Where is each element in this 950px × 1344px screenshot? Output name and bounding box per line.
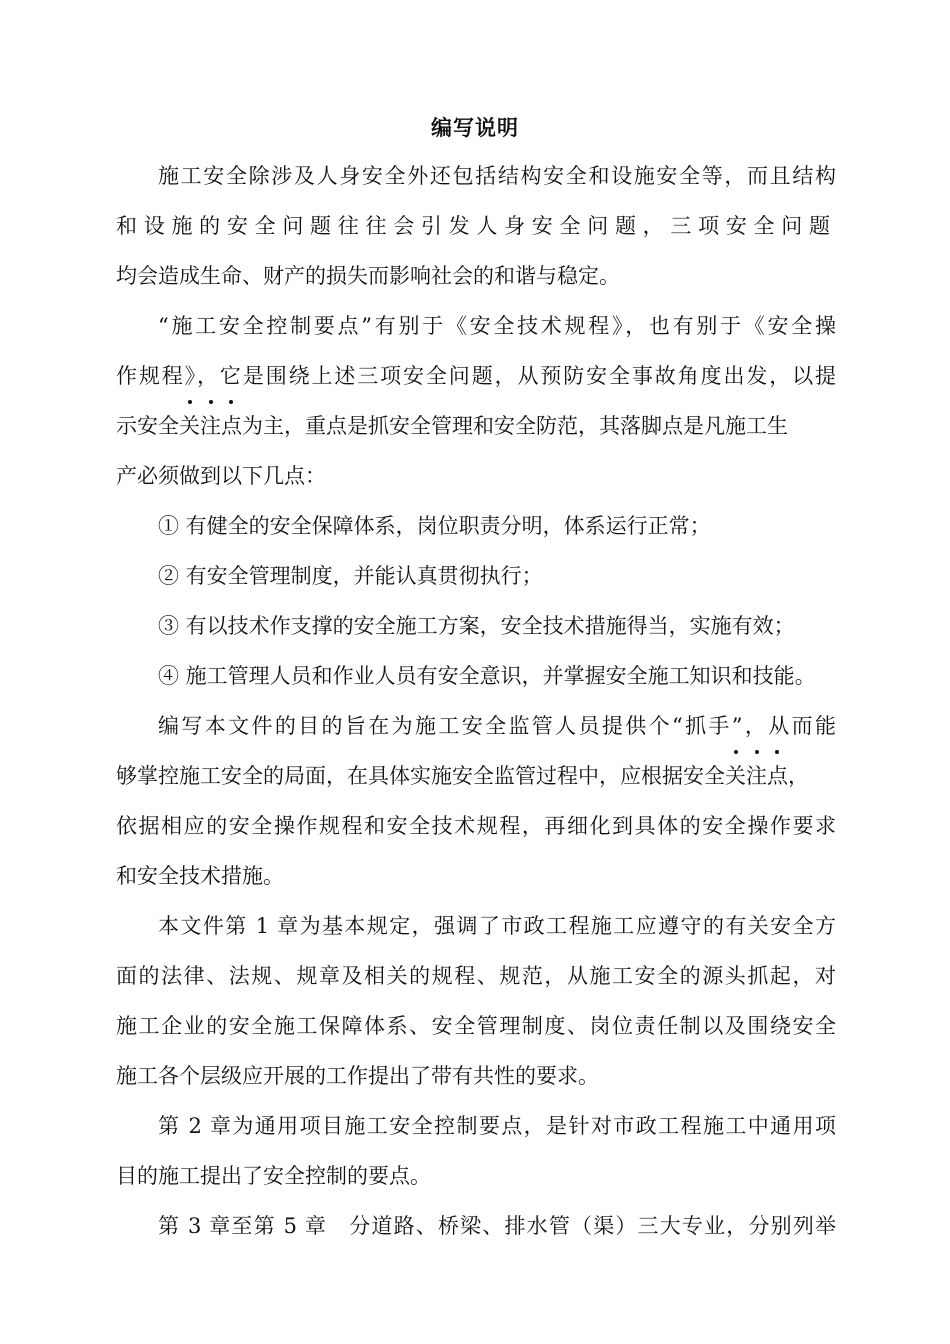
emphasis-text — [725, 764, 788, 788]
paragraph-line: 第 3 章至第 5 章 分道路、桥梁、排水管（渠）三大专业，分别列举 — [158, 1214, 836, 1238]
paragraph-line: 和安全技术措施。 — [116, 864, 284, 888]
text-run: ， — [788, 764, 809, 788]
text-run: 够掌控施工安全的局面，在具体实施安全监管过程中，应根据安全 — [116, 764, 725, 788]
paragraph-line — [116, 411, 836, 441]
emphasis-label: 关注点 — [179, 414, 242, 438]
emphasis-text — [179, 414, 242, 438]
paragraph-line: 面的法律、法规、规章及相关的规程、规范，从施工安全的源头抓起，对 — [116, 964, 836, 988]
text-run: 示安全 — [116, 414, 179, 438]
emphasis-dot — [209, 400, 213, 404]
paragraph-line: 依据相应的安全操作规程和安全技术规程，再细化到具体的安全操作要求 — [116, 814, 836, 838]
list-item: ③ 有以技术作支撑的安全施工方案，安全技术措施得当，实施有效； — [158, 614, 795, 638]
text-run: 为主，重点是抓安全管理和安全防范，其落脚点是凡施工生 — [242, 414, 788, 438]
paragraph-line: 目的施工提出了安全控制的要点。 — [116, 1164, 431, 1188]
paragraph-line: 编写本文件的目的旨在为施工安全监管人员提供个“抓手”，从而能 — [158, 714, 836, 738]
emphasis-dot — [755, 750, 759, 754]
paragraph-line: 作规程》，它是围绕上述三项安全问题，从预防安全事故角度出发，以提 — [116, 364, 836, 388]
emphasis-dot — [188, 400, 192, 404]
list-item: ① 有健全的安全保障体系，岗位职责分明，体系运行正常； — [158, 514, 711, 538]
list-item: ④ 施工管理人员和作业人员有安全意识，并掌握安全施工知识和技能。 — [158, 664, 816, 688]
document-title: 编写说明 — [431, 115, 519, 140]
list-item: ② 有安全管理制度，并能认真贯彻执行； — [158, 564, 543, 588]
paragraph-line: 第 2 章为通用项目施工安全控制要点，是针对市政工程施工中通用项 — [158, 1114, 836, 1138]
emphasis-dot — [775, 750, 779, 754]
paragraph-line — [116, 761, 836, 791]
paragraph-line: 均会造成生命、财产的损失而影响社会的和谐与稳定。 — [116, 264, 620, 288]
emphasis-dot — [734, 750, 738, 754]
paragraph-line: 施工安全除涉及人身安全外还包括结构安全和设施安全等，而且结构 — [158, 164, 836, 188]
emphasis-dot — [229, 400, 233, 404]
paragraph-line: 施工企业的安全施工保障体系、安全管理制度、岗位责任制以及围绕安全 — [116, 1014, 836, 1038]
paragraph-line: “施工安全控制要点”有别于《安全技术规程》，也有别于《安全操 — [158, 314, 836, 338]
paragraph-line: 产必须做到以下几点： — [116, 464, 326, 488]
paragraph-line: 施工各个层级应开展的工作提出了带有共性的要求。 — [116, 1064, 599, 1088]
paragraph-line: 本文件第 1 章为基本规定，强调了市政工程施工应遵守的有关安全方 — [158, 914, 836, 938]
emphasis-label: 关注点 — [725, 764, 788, 788]
paragraph-line: 和设施的安全问题往往会引发人身安全问题，三项安全问题 — [116, 214, 836, 238]
